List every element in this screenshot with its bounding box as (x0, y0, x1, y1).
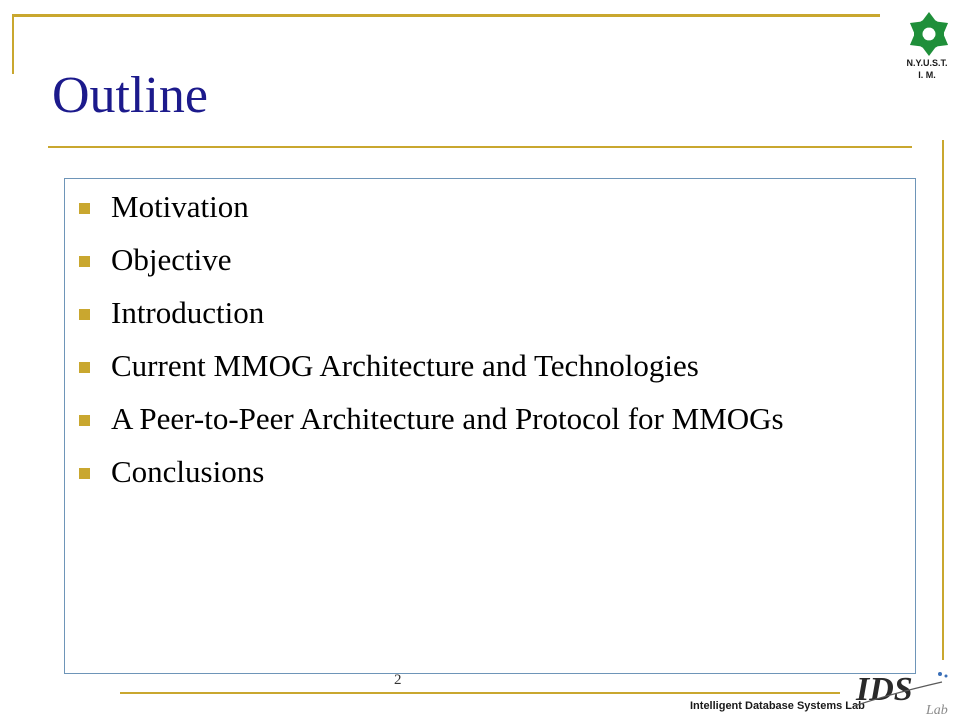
nyust-logo-line2: I. M. (918, 70, 936, 80)
bullet-item (79, 454, 859, 490)
frame-top-rule (12, 14, 880, 17)
footer-rule (120, 692, 840, 694)
bullet-item (79, 189, 859, 225)
bullet-text: Current MMOG Architecture and Technologies (111, 348, 699, 383)
bullet-text: Objective (111, 242, 232, 277)
content-box (64, 178, 916, 674)
bullet-item (79, 401, 859, 437)
bullet-text: Introduction (111, 295, 265, 330)
page-number: 2 (394, 672, 402, 688)
square-bullet-icon (79, 362, 90, 373)
square-bullet-icon (79, 468, 90, 479)
bullet-item (79, 242, 859, 278)
nyust-logo-text (892, 57, 960, 81)
bullet-list (79, 189, 859, 507)
title-underline (48, 146, 912, 148)
bullet-item (79, 295, 859, 331)
square-bullet-icon (79, 309, 90, 320)
square-bullet-icon (79, 415, 90, 426)
bullet-text: A Peer-to-Peer Architecture and Protocol for MMOGs (111, 401, 784, 436)
square-bullet-icon (79, 256, 90, 267)
footer-lab-name: Intelligent Database Systems Lab (690, 700, 865, 712)
bullet-text: Conclusions (111, 454, 265, 489)
right-vertical-rule (942, 140, 944, 660)
slide-title: Outline (52, 67, 208, 124)
square-bullet-icon (79, 203, 90, 214)
frame-left-rule (12, 14, 14, 74)
bullet-item (79, 348, 859, 384)
nyust-logo-line1: N.Y.U.S.T. (906, 58, 948, 68)
svg-text:Lab: Lab (926, 703, 948, 718)
bullet-text: Motivation (111, 189, 249, 224)
svg-text:IDS: IDS (856, 671, 913, 708)
ids-lab-logo-icon (850, 664, 958, 720)
